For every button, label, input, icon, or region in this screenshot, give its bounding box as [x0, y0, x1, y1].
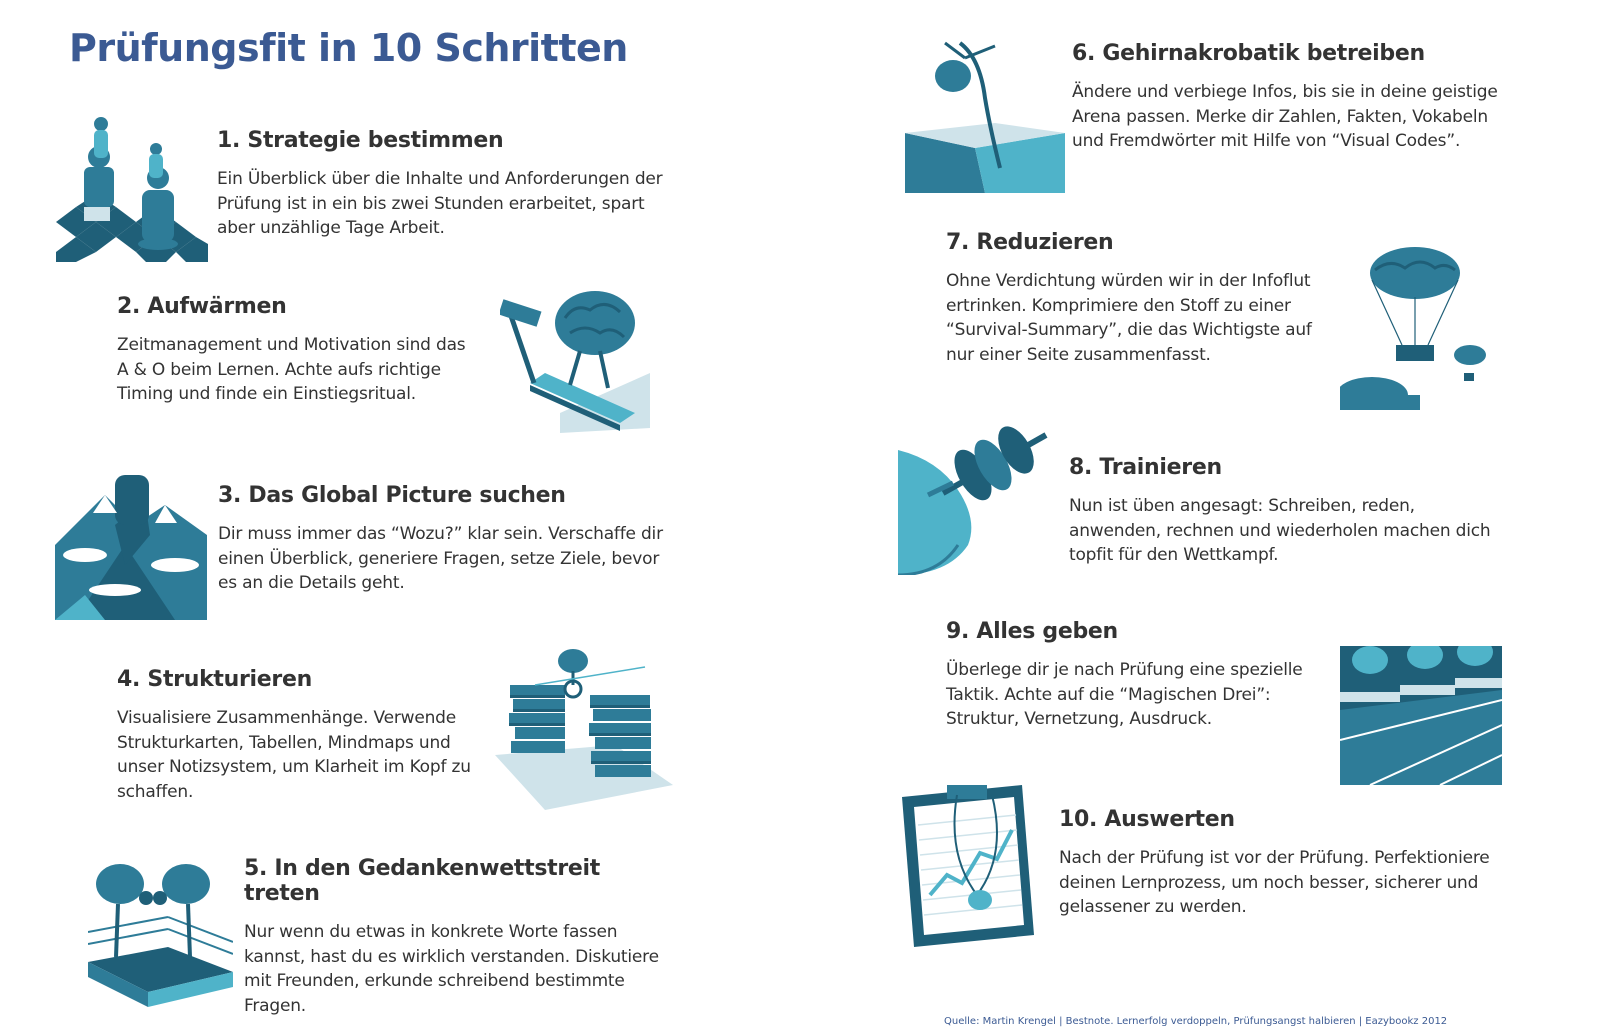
- step-heading: 8. Trainieren: [1069, 455, 1222, 480]
- step-text: Nach der Prüfung ist vor der Prüfung. Perfektioniere deinen Lernprozess, um noch besser, sicherer und gelassener zu werden.: [1059, 848, 1490, 917]
- brain-parachute-illustration: [1340, 245, 1490, 410]
- mountain-climber-illustration: [55, 475, 207, 620]
- step-text: Dir muss immer das “Wozu?” klar sein. Verschaffe dir einen Überblick, generiere Fragen, setze Ziele, bevor es an die Details geht.: [218, 524, 663, 593]
- source-citation: Quelle: Martin Krengel | Bestnote. Lernerfolg verdoppeln, Prüfungsangst halbieren | Eazybookz 2012: [944, 1016, 1448, 1027]
- brain-acrobat-illustration: [905, 38, 1065, 193]
- step-3: [218, 483, 668, 596]
- step-4: [117, 667, 479, 804]
- step-heading: 4. Strukturieren: [117, 667, 312, 692]
- step-5: [244, 856, 664, 1018]
- boxing-brains-illustration: [88, 862, 233, 1007]
- step-text: Ändere und verbiege Infos, bis sie in deine geistige Arena passen. Merke dir Zahlen, Fakten, Vokabeln und Fremdwörter mit Hilfe von “Visual Codes”.: [1072, 82, 1498, 151]
- step-2: [117, 294, 477, 407]
- step-8: [1069, 455, 1509, 568]
- step-text: Überlege dir je nach Prüfung eine spezielle Taktik. Achte auf die “Magischen Drei”: Struktur, Vernetzung, Ausdruck.: [946, 660, 1303, 729]
- step-heading: 7. Reduzieren: [946, 230, 1114, 255]
- books-unicycle-illustration: [495, 645, 673, 810]
- step-text: Nur wenn du etwas in konkrete Worte fassen kannst, hast du es wirklich verstanden. Diskutiere mit Freunden, erkunde schreibend bestimmte Fragen.: [244, 922, 659, 1016]
- step-text: Ohne Verdichtung würden wir in der Infoflut ertrinken. Komprimiere den Stoff zu einer “Survival-Summary”, die das Wichtigste auf nur einer Seite zusammenfasst.: [946, 271, 1312, 365]
- step-text: Ein Überblick über die Inhalte und Anforderungen der Prüfung ist in ein bis zwei Stunden erarbeitet, spart aber unzählige Tage Arbeit.: [217, 169, 663, 238]
- step-text: Nun ist üben angesagt: Schreiben, reden, anwenden, rechnen und wiederholen machen dich topfit für den Wettkampf.: [1069, 496, 1491, 565]
- chess-figures-illustration: [56, 112, 208, 262]
- clipboard-whistle-illustration: [902, 785, 1052, 947]
- step-1: [217, 128, 667, 241]
- hurdles-race-illustration: [1340, 640, 1502, 785]
- treadmill-brain-illustration: [500, 273, 650, 433]
- step-heading: 5. In den Gedankenwettstreit treten: [244, 856, 600, 906]
- dumbbell-arm-illustration: [898, 425, 1053, 575]
- step-heading: 3. Das Global Picture suchen: [218, 483, 566, 508]
- step-heading: 10. Auswerten: [1059, 807, 1235, 832]
- step-text: Zeitmanagement und Motivation sind das A & O beim Lernen. Achte aufs richtige Timing und finde ein Einstiegsritual.: [117, 335, 466, 404]
- step-9: [946, 619, 1322, 732]
- step-heading: 6. Gehirnakrobatik betreiben: [1072, 41, 1425, 66]
- step-heading: 1. Strategie bestimmen: [217, 128, 504, 153]
- step-6: [1072, 41, 1512, 154]
- step-10: [1059, 807, 1511, 920]
- step-heading: 2. Aufwärmen: [117, 294, 287, 319]
- step-heading: 9. Alles geben: [946, 619, 1118, 644]
- step-text: Visualisiere Zusammenhänge. Verwende Strukturkarten, Tabellen, Mindmaps und unser Notizsystem, um Klarheit im Kopf zu schaffen.: [117, 708, 471, 802]
- step-7: [946, 230, 1330, 367]
- page-title: Prüfungsfit in 10 Schritten: [69, 26, 628, 70]
